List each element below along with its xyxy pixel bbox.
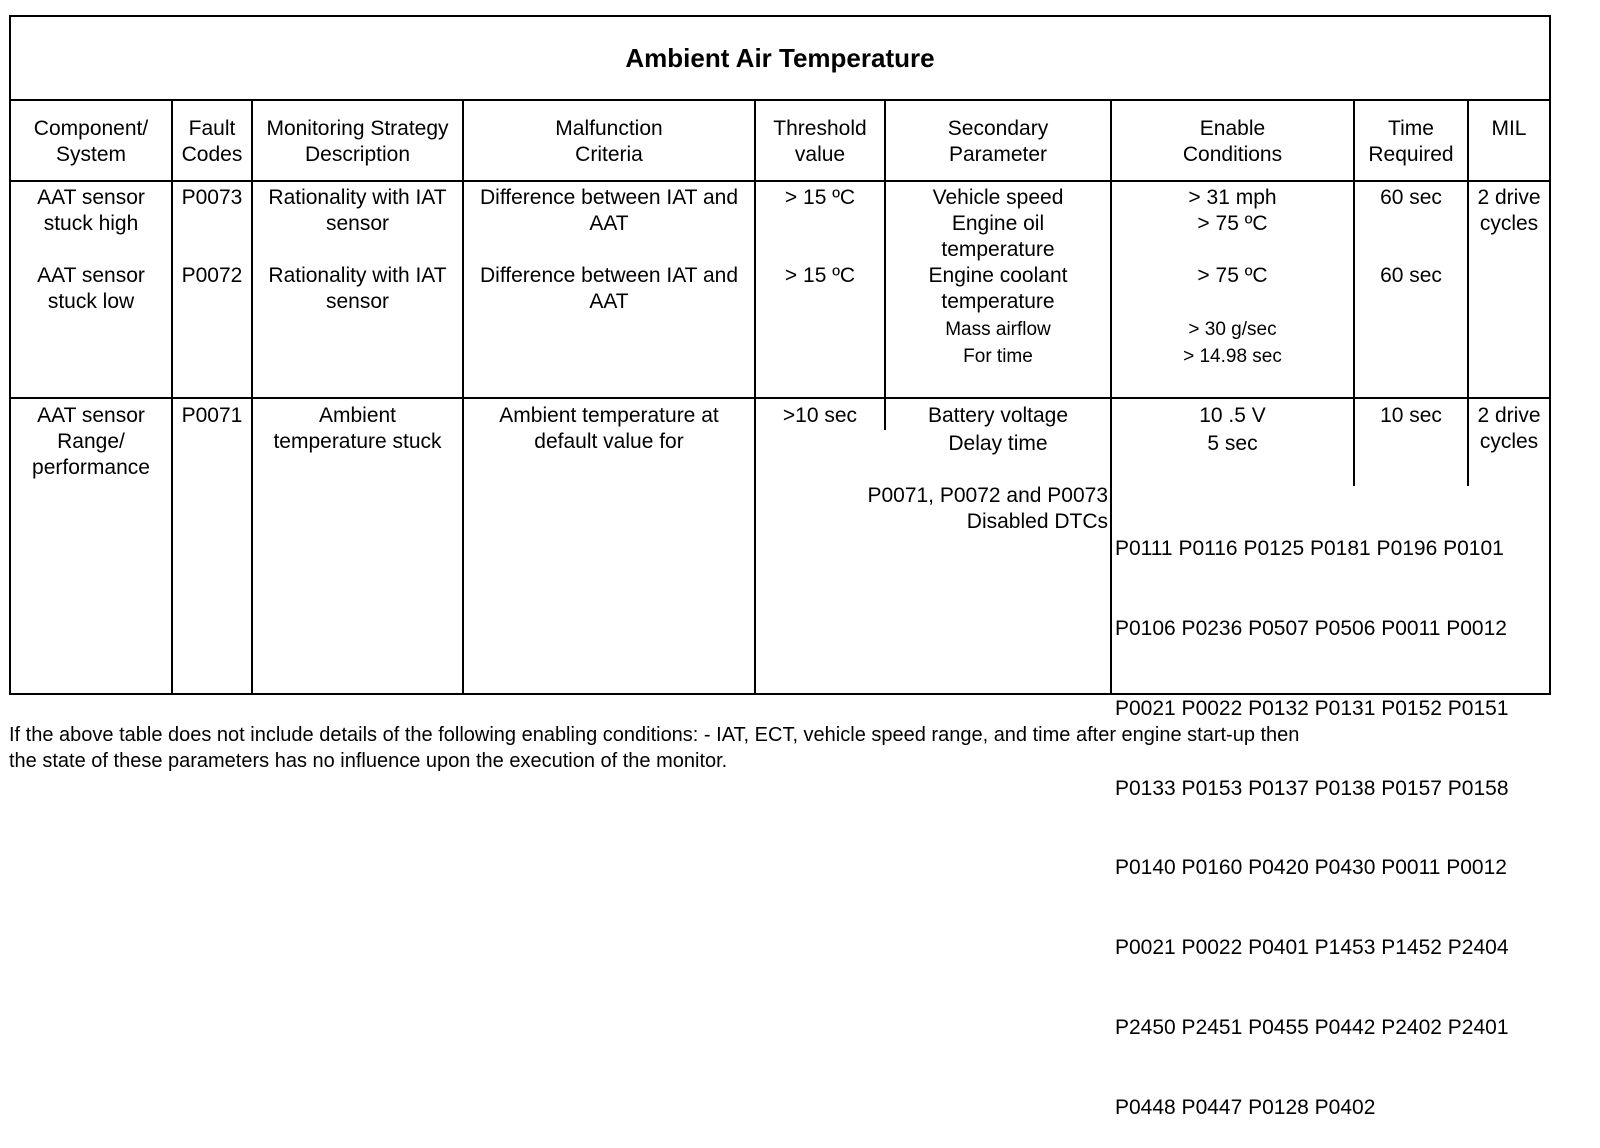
row1-threshold: > 15 ºC [784, 186, 856, 209]
row3-strategy: Ambient temperature stuck [273, 404, 442, 453]
header-divider [9, 180, 1551, 182]
header-strategy: Monitoring Strategy Description [266, 117, 449, 166]
table-title: Ambient Air Temperature [11, 17, 1549, 101]
row1-component: AAT sensor stuck high [37, 186, 145, 235]
row1-time: 60 sec [1380, 186, 1442, 209]
enable-values-1-small: > 30 g/sec > 14.98 sec [1183, 319, 1282, 367]
row3-component: AAT sensor Range/ performance [32, 404, 150, 479]
header-threshold: Threshold value [773, 117, 867, 166]
row2-strategy: Rationality with IAT sensor [268, 264, 447, 313]
section-divider [9, 397, 1551, 399]
row1-fault: P0073 [181, 186, 243, 209]
row1-strategy: Rationality with IAT sensor [268, 186, 447, 235]
dtc-line: P2450 P2451 P0455 P0442 P2402 P2401 [1115, 1015, 1509, 1039]
enable-values-2: 10 .5 V 5 sec [1199, 404, 1266, 455]
disabled-dtcs-list [1115, 483, 1549, 1148]
enable-values-1b: > 75 ºC [1197, 264, 1268, 287]
dtc-line: P0448 P0447 P0128 P0402 [1115, 1095, 1376, 1119]
header-malfunction: Malfunction Criteria [555, 117, 663, 166]
row3-malfunction: Ambient temperature at default value for [499, 404, 719, 453]
disabled-dtcs-label: P0071, P0072 and P0073 Disabled DTCs [867, 484, 1108, 533]
row2-component: AAT sensor stuck low [37, 264, 145, 313]
secondary-params-1-small: Mass airflow For time [945, 319, 1051, 367]
enable-values-1a: > 31 mph > 75 ºC [1188, 186, 1277, 235]
row2-fault: P0072 [181, 264, 243, 287]
row3-threshold: >10 sec [782, 404, 858, 427]
row3-time: 10 sec [1380, 404, 1442, 427]
header-fault-codes: Fault Codes [181, 117, 243, 166]
header-mil: MIL [1491, 117, 1527, 140]
row1-mil: 2 drive cycles [1477, 186, 1541, 235]
dtc-line: P0021 P0022 P0132 P0131 P0152 P0151 [1115, 696, 1509, 720]
row2-time: 60 sec [1380, 264, 1442, 287]
secondary-params-2: Battery voltage Delay time [927, 404, 1069, 455]
footnote: If the above table does not include details of the following enabling conditions: - IAT, ECT, vehicle speed range, and time after engine start-up then the state of these parameters has no influence upon the execution of the monitor. [9, 724, 1300, 772]
dtc-line: P0111 P0116 P0125 P0181 P0196 P0101 [1115, 537, 1504, 561]
row3-fault: P0071 [181, 404, 243, 427]
secondary-params-1: Vehicle speed Engine oil temperature Engine coolant temperature [928, 186, 1068, 313]
row1-malfunction: Difference between IAT and AAT [480, 186, 738, 235]
row2-threshold: > 15 ºC [784, 264, 856, 287]
row2-malfunction: Difference between IAT and AAT [480, 264, 738, 313]
dtc-line: P0140 P0160 P0420 P0430 P0011 P0012 [1115, 856, 1507, 880]
dtc-line: P0133 P0153 P0137 P0138 P0157 P0158 [1115, 776, 1509, 800]
header-secondary: Secondary Parameter [947, 117, 1049, 166]
header-component: Component/ System [33, 117, 149, 166]
dtc-line: P0021 P0022 P0401 P1453 P1452 P2404 [1115, 936, 1509, 960]
header-enable: Enable Conditions [1182, 117, 1283, 166]
dtc-line: P0106 P0236 P0507 P0506 P0011 P0012 [1115, 616, 1507, 640]
header-time: Time Required [1368, 117, 1454, 166]
row3-mil: 2 drive cycles [1477, 404, 1541, 453]
